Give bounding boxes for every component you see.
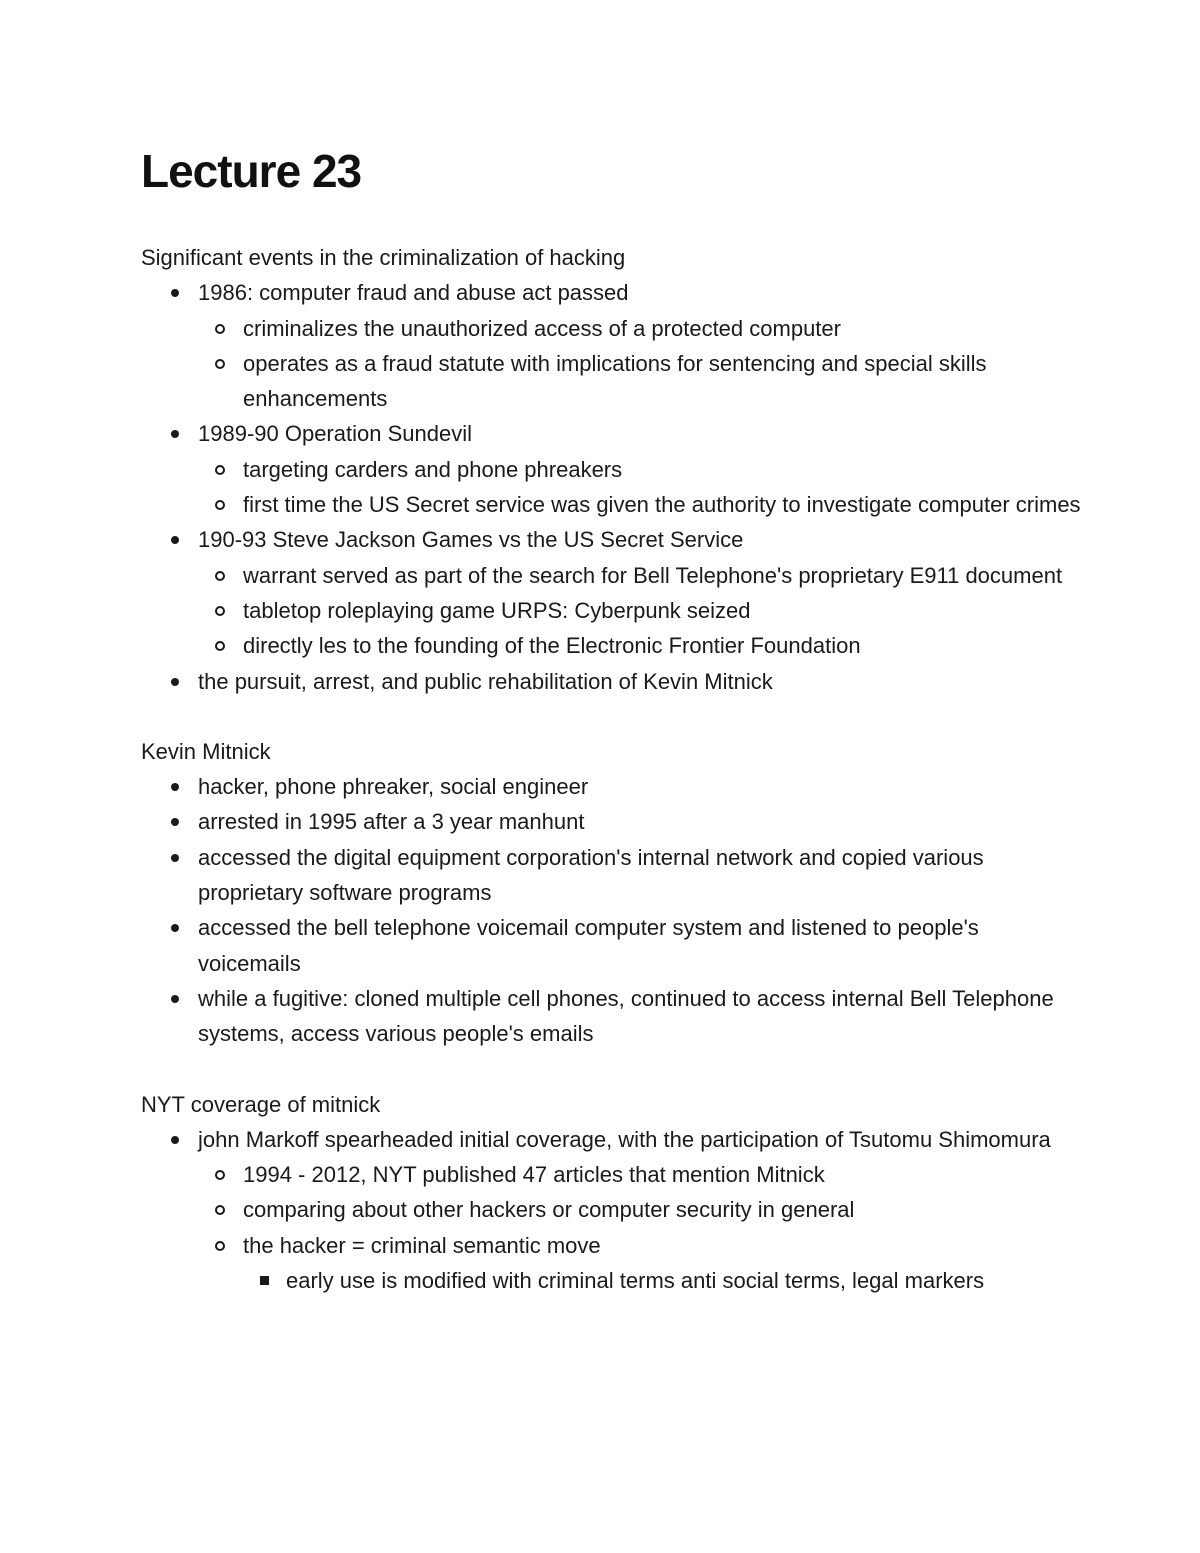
list-item xyxy=(141,275,1081,416)
sub-list-item xyxy=(198,1228,1081,1299)
hollow-bullet-icon xyxy=(215,324,225,334)
bullet-icon xyxy=(171,678,179,686)
sub-list-item-text: warrant served as part of the search for Bell Telephone's proprietary E911 document xyxy=(243,562,1063,588)
bullet-icon xyxy=(171,924,179,932)
bullet-icon xyxy=(171,854,179,862)
sub-list-item-text: criminalizes the unauthorized access of a protected computer xyxy=(243,315,841,341)
list-item xyxy=(141,1122,1081,1298)
hollow-bullet-icon xyxy=(215,359,225,369)
list-item-text: john Markoff spearheaded initial coverage, with the participation of Tsutomu Shimomura xyxy=(198,1126,1051,1152)
bullet-icon xyxy=(171,783,179,791)
bullet-icon xyxy=(171,289,179,297)
list-item-text: accessed the digital equipment corporation's internal network and copied various proprietary software programs xyxy=(198,844,984,906)
hollow-bullet-icon xyxy=(215,1241,225,1251)
sub-sub-list-item-text: early use is modified with criminal terms anti social terms, legal markers xyxy=(286,1268,985,1294)
sub-list-item xyxy=(198,1192,1081,1227)
bullet-list xyxy=(141,1122,1081,1298)
list-item xyxy=(141,804,1081,839)
sub-list-item xyxy=(198,558,1081,593)
sub-list-item xyxy=(198,452,1081,487)
sub-list-item-text: targeting carders and phone phreakers xyxy=(243,456,623,482)
list-item-text: 190-93 Steve Jackson Games vs the US Secret Service xyxy=(198,527,744,553)
sub-list-item-text: directly les to the founding of the Electronic Frontier Foundation xyxy=(243,633,861,659)
hollow-bullet-icon xyxy=(215,641,225,651)
bullet-icon xyxy=(171,536,179,544)
hollow-bullet-icon xyxy=(215,571,225,581)
sub-list-item-text: 1994 - 2012, NYT published 47 articles that mention Mitnick xyxy=(243,1162,825,1188)
list-item-text: while a fugitive: cloned multiple cell phones, continued to access internal Bell Telephone systems, access various people's emails xyxy=(198,985,1054,1047)
list-item xyxy=(141,664,1081,699)
list-item-text: hacker, phone phreaker, social engineer xyxy=(198,774,589,800)
list-item-text: the pursuit, arrest, and public rehabilitation of Kevin Mitnick xyxy=(198,668,773,694)
sub-list-item xyxy=(198,487,1081,522)
sub-list xyxy=(198,1157,1081,1298)
list-item xyxy=(141,769,1081,804)
document-page xyxy=(141,140,1081,1333)
bullet-icon xyxy=(171,430,179,438)
list-item-text: 1986: computer fraud and abuse act passed xyxy=(198,280,629,306)
sub-list xyxy=(198,558,1081,664)
bullet-list xyxy=(141,275,1081,699)
sub-list-item xyxy=(198,628,1081,663)
sub-list-item-text: operates as a fraud statute with implications for sentencing and special skills enhancements xyxy=(243,350,987,412)
section-heading: Kevin Mitnick xyxy=(141,738,271,764)
bullet-icon xyxy=(171,995,179,1003)
square-bullet-icon xyxy=(260,1276,269,1285)
bullet-icon xyxy=(171,818,179,826)
sub-sub-list xyxy=(243,1263,1081,1298)
section-heading: Significant events in the criminalization of hacking xyxy=(141,245,626,270)
sub-list-item-text: the hacker = criminal semantic move xyxy=(243,1232,601,1258)
sub-list-item xyxy=(198,593,1081,628)
list-item-text: 1989-90 Operation Sundevil xyxy=(198,421,472,447)
sub-list-item xyxy=(198,1157,1081,1192)
page-title: Lecture 23 xyxy=(141,145,362,197)
sub-list-item-text: tabletop roleplaying game URPS: Cyberpunk seized xyxy=(243,597,751,623)
hollow-bullet-icon xyxy=(215,1205,225,1215)
section-criminalization xyxy=(141,240,1081,699)
hollow-bullet-icon xyxy=(215,500,225,510)
section-nyt-coverage xyxy=(141,1087,1081,1299)
list-item xyxy=(141,981,1081,1052)
hollow-bullet-icon xyxy=(215,1170,225,1180)
bullet-list xyxy=(141,769,1081,1051)
sub-list-item xyxy=(198,311,1081,346)
hollow-bullet-icon xyxy=(215,606,225,616)
sub-list-item-text: comparing about other hackers or computer security in general xyxy=(243,1197,855,1223)
sub-list xyxy=(198,311,1081,417)
sub-sub-list-item xyxy=(243,1263,1081,1298)
sub-list-item xyxy=(198,346,1081,417)
list-item-text: accessed the bell telephone voicemail computer system and listened to people's voicemails xyxy=(198,915,979,976)
sub-list-item-text: first time the US Secret service was given the authority to investigate computer crimes xyxy=(243,492,1081,518)
section-kevin-mitnick xyxy=(141,734,1081,1052)
list-item xyxy=(141,840,1081,911)
bullet-icon xyxy=(171,1136,179,1144)
list-item xyxy=(141,522,1081,663)
list-item-text: arrested in 1995 after a 3 year manhunt xyxy=(198,809,585,835)
hollow-bullet-icon xyxy=(215,465,225,475)
list-item xyxy=(141,416,1081,522)
sub-list xyxy=(198,452,1081,523)
list-item xyxy=(141,910,1081,981)
section-heading: NYT coverage of mitnick xyxy=(141,1091,381,1117)
